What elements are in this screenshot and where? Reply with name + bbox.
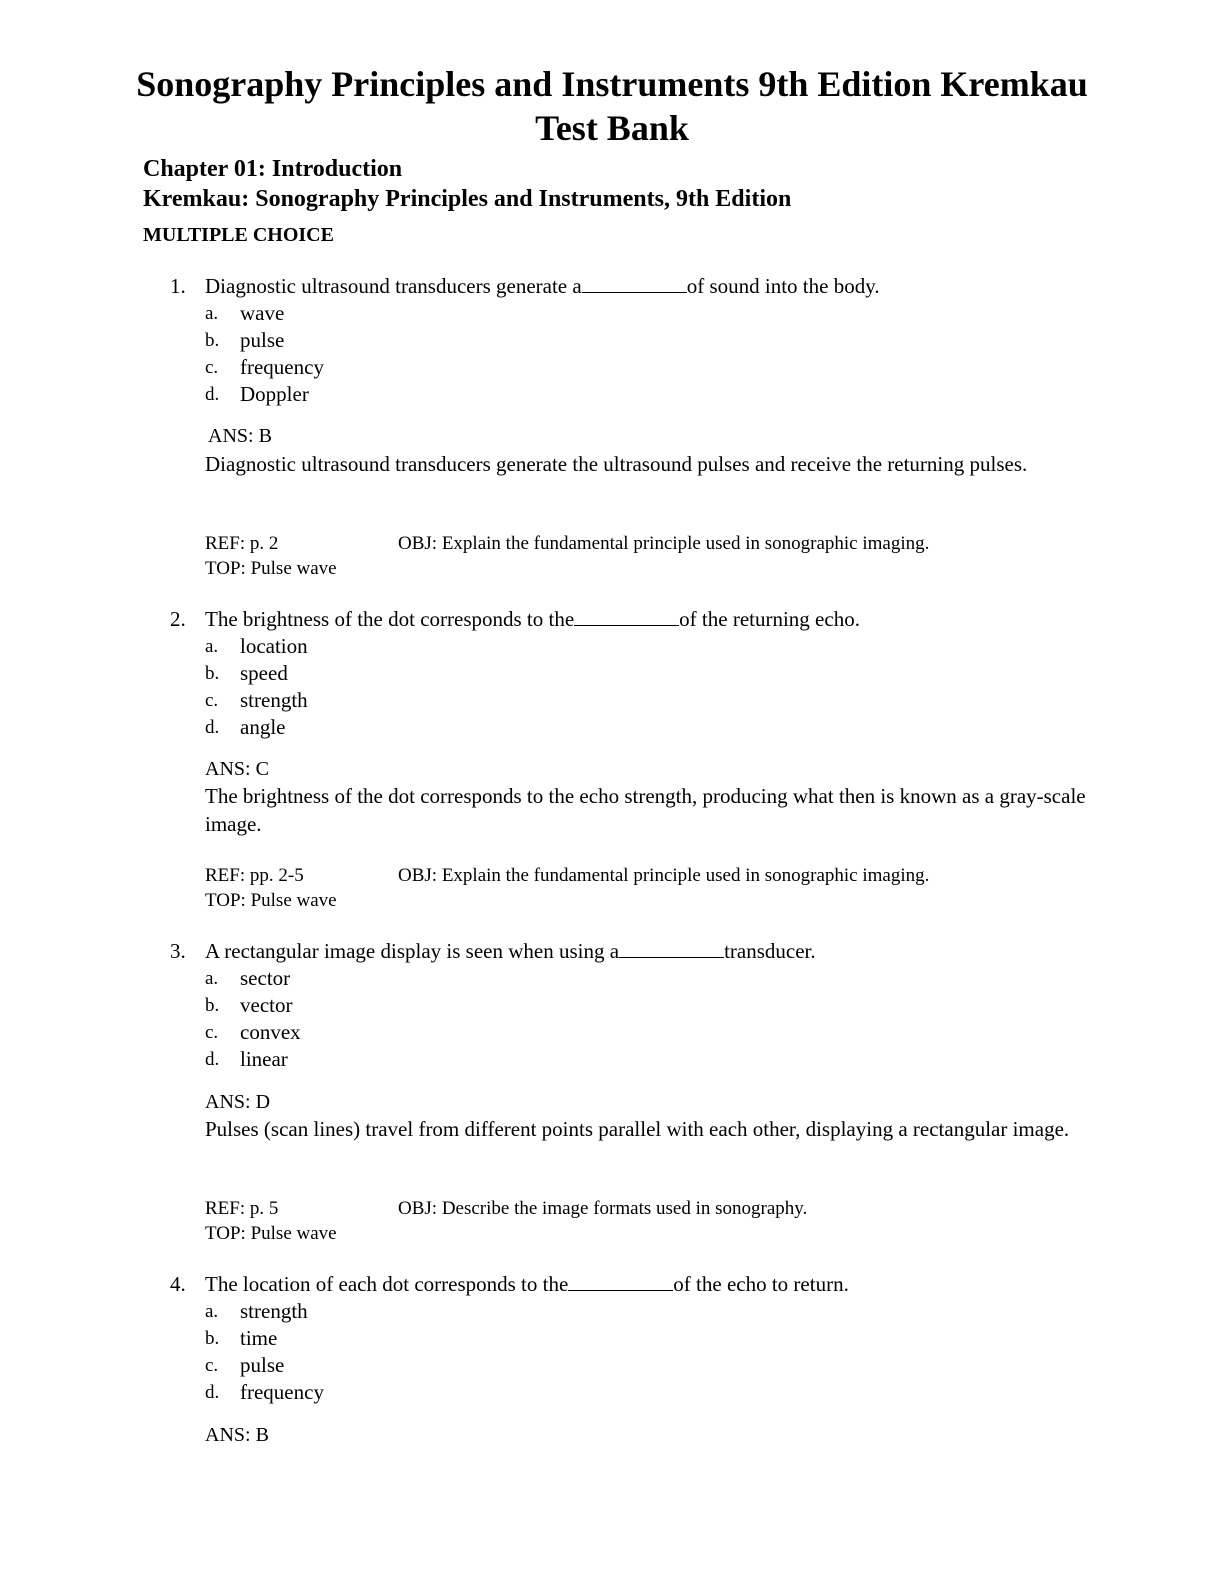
answer-blank <box>574 607 679 626</box>
option-text: pulse <box>240 328 285 352</box>
stem-after: transducer. <box>724 939 816 963</box>
stem-before: Diagnostic ultrasound transducers generate a <box>205 274 582 298</box>
option-letter: d. <box>205 384 220 405</box>
option-letter: a. <box>205 303 219 324</box>
option-letter: b. <box>205 995 220 1016</box>
option-text: frequency <box>240 355 324 379</box>
stem-after: of the echo to return. <box>673 1272 849 1296</box>
option-letter: c. <box>205 1355 219 1376</box>
option-text: frequency <box>240 1380 324 1404</box>
stem-before: The location of each dot corresponds to the <box>205 1272 569 1296</box>
title-line-1: Sonography Principles and Instruments 9th Edition Kremkau <box>136 64 1088 104</box>
stem-after: of sound into the body. <box>686 274 880 298</box>
option-letter: c. <box>205 690 219 711</box>
answer-rationale: The brightness of the dot corresponds to the echo strength, producing what then is known as a gray-scale image. <box>205 784 1086 836</box>
answer-key: ANS: B <box>208 425 272 447</box>
topic: TOP: Pulse wave <box>205 1223 337 1244</box>
option-text: speed <box>240 661 288 685</box>
objective: OBJ: Describe the image formats used in sonography. <box>398 1198 808 1219</box>
option-text: strength <box>240 1299 308 1323</box>
question-stem <box>205 605 860 633</box>
option-letter: b. <box>205 330 220 351</box>
option-text: linear <box>240 1047 288 1071</box>
option-letter: d. <box>205 717 220 738</box>
option-letter: c. <box>205 357 219 378</box>
question-number: 1. <box>170 274 186 298</box>
topic: TOP: Pulse wave <box>205 558 337 579</box>
stem-before: A rectangular image display is seen when using a <box>205 939 620 963</box>
question-stem <box>205 1270 849 1298</box>
document-title <box>100 62 1124 150</box>
chapter-heading: Chapter 01: Introduction <box>143 156 403 182</box>
stem-before: The brightness of the dot corresponds to the <box>205 607 575 631</box>
answer-key: ANS: B <box>205 1424 269 1446</box>
option-letter: d. <box>205 1049 220 1070</box>
answer-blank <box>619 939 724 958</box>
question-stem <box>205 937 816 965</box>
topic: TOP: Pulse wave <box>205 890 337 911</box>
option-text: location <box>240 634 308 658</box>
option-text: Doppler <box>240 382 309 406</box>
option-letter: a. <box>205 968 219 989</box>
question-stem <box>205 272 880 300</box>
reference: REF: p. 5 <box>205 1198 279 1219</box>
option-text: convex <box>240 1020 301 1044</box>
option-letter: b. <box>205 663 220 684</box>
section-heading: MULTIPLE CHOICE <box>143 224 334 246</box>
option-text: sector <box>240 966 291 990</box>
objective: OBJ: Explain the fundamental principle used in sonographic imaging. <box>398 865 930 886</box>
option-text: angle <box>240 715 286 739</box>
question-number: 4. <box>170 1272 186 1296</box>
option-text: strength <box>240 688 308 712</box>
answer-rationale: Diagnostic ultrasound transducers generate the ultrasound pulses and receive the returning pulses. <box>205 452 1028 476</box>
option-letter: d. <box>205 1382 220 1403</box>
question-number: 2. <box>170 607 186 631</box>
title-line-2: Test Bank <box>535 108 689 148</box>
option-text: time <box>240 1326 278 1350</box>
option-letter: b. <box>205 1328 220 1349</box>
option-text: pulse <box>240 1353 285 1377</box>
reference: REF: p. 2 <box>205 533 279 554</box>
stem-after: of the returning echo. <box>679 607 860 631</box>
book-heading: Kremkau: Sonography Principles and Instruments, 9th Edition <box>143 186 792 212</box>
option-text: wave <box>240 301 285 325</box>
answer-rationale: Pulses (scan lines) travel from different points parallel with each other, displaying a rectangular image. <box>205 1117 1070 1141</box>
option-letter: c. <box>205 1022 219 1043</box>
option-letter: a. <box>205 636 219 657</box>
option-text: vector <box>240 993 293 1017</box>
option-letter: a. <box>205 1301 219 1322</box>
answer-key: ANS: C <box>205 758 269 780</box>
answer-blank <box>568 1272 673 1291</box>
answer-blank <box>582 274 687 293</box>
question-number: 3. <box>170 939 186 963</box>
answer-key: ANS: D <box>205 1091 271 1113</box>
objective: OBJ: Explain the fundamental principle used in sonographic imaging. <box>398 533 930 554</box>
reference: REF: pp. 2-5 <box>205 865 304 886</box>
